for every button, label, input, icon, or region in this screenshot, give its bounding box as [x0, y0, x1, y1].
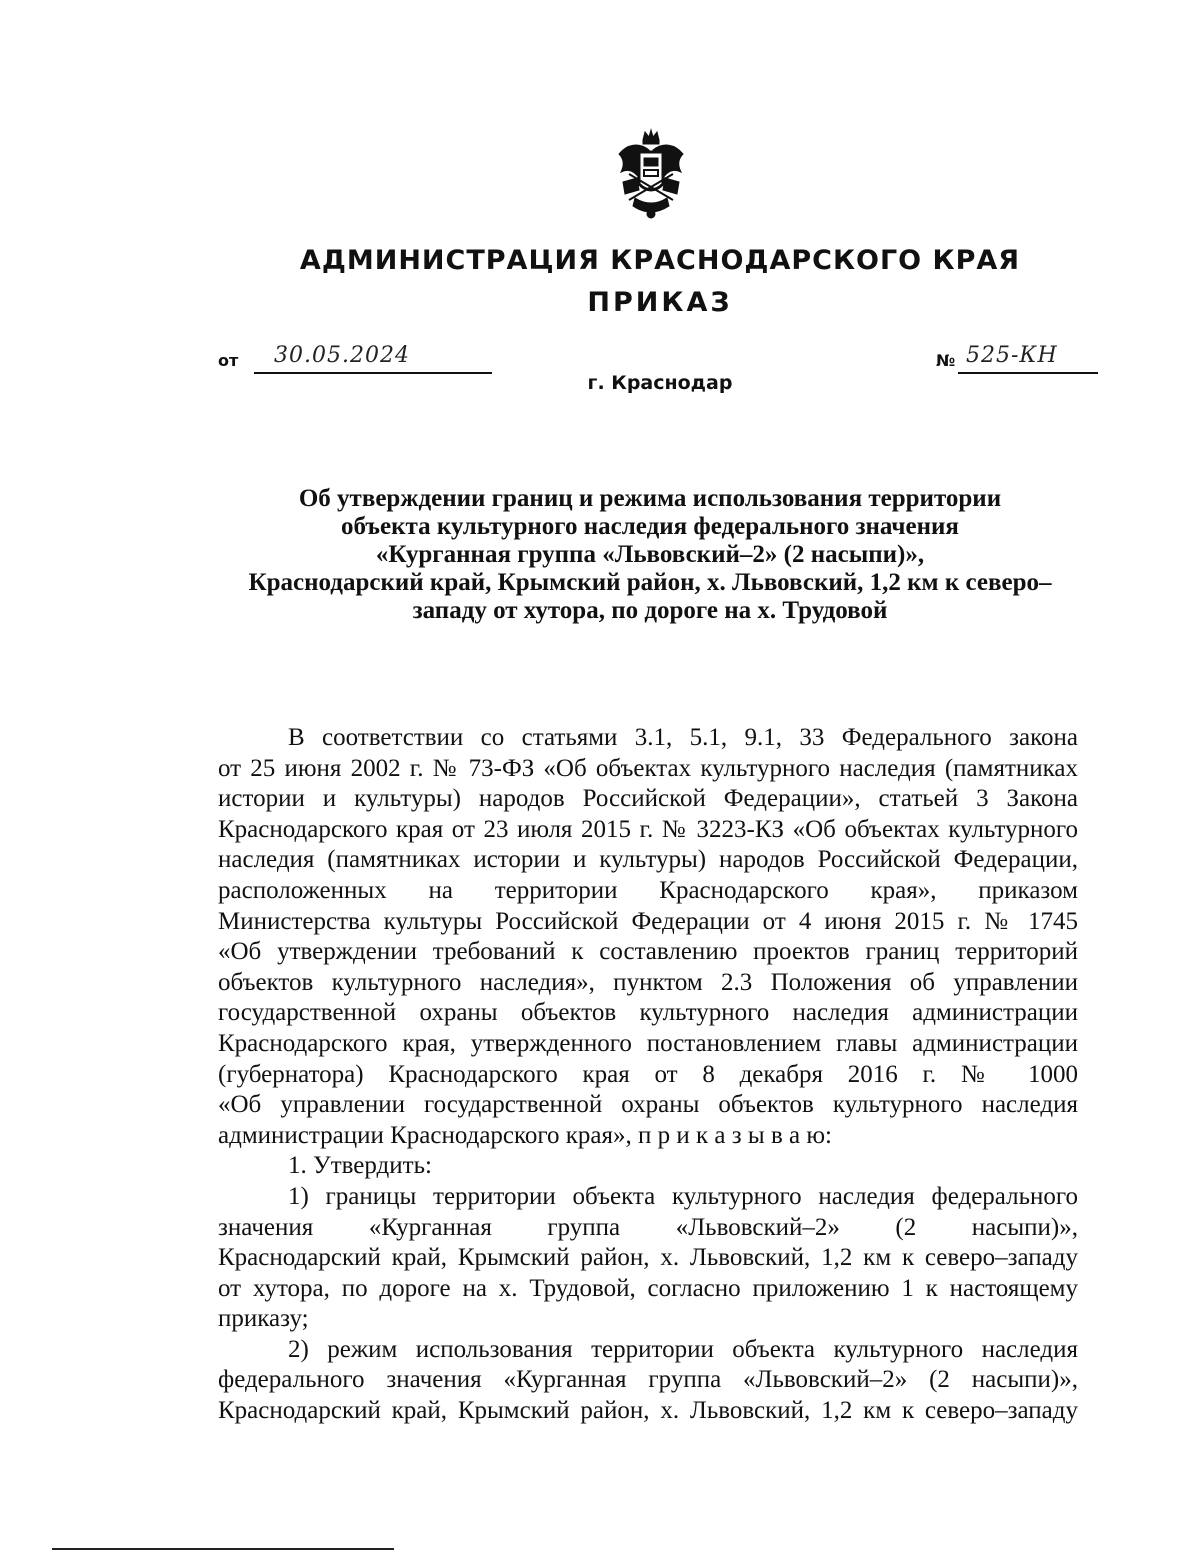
organization-title: АДМИНИСТРАЦИЯ КРАСНОДАРСКОГО КРАЯ: [299, 245, 1021, 276]
body-line: «Об управлении государственной охраны объектов культурного наследия: [218, 1091, 1078, 1119]
body-line: наследия (памятниках истории и культуры) народов Российской Федерации,: [218, 846, 1078, 874]
footer-divider: [52, 1548, 394, 1550]
subject-line: Краснодарский край, Крымский район, х. Львовский, 1,2 км к северо–: [248, 569, 1052, 596]
subject-line: западу от хутора, по дороге на х. Трудовой: [412, 597, 888, 624]
body-line: Краснодарского края, утвержденного постановлением главы администрации: [218, 1029, 1078, 1057]
document-subject: [200, 485, 1100, 625]
body-line: 1. Утвердить:: [288, 1152, 432, 1180]
document-body: [218, 723, 1078, 1427]
body-line: Краснодарский край, Крымский район, х. Львовский, 1,2 км к северо–западу: [218, 1397, 1078, 1425]
body-line: Министерства культуры Российской Федерации от 4 июня 2015 г. № 1745: [218, 907, 1078, 935]
body-line: Краснодарский край, Крымский район, х. Львовский, 1,2 км к северо–западу: [218, 1244, 1078, 1272]
body-line: от 25 июня 2002 г. № 73-ФЗ «Об объектах культурного наследия (памятниках: [218, 754, 1078, 782]
coat-of-arms-icon: [609, 128, 693, 222]
subject-line: объекта культурного наследия федерального значения: [341, 513, 959, 540]
document-type: ПРИКАЗ: [587, 287, 733, 318]
body-line: Краснодарского края от 23 июля 2015 г. № 3223-КЗ «Об объектах культурного: [218, 815, 1078, 843]
subject-line: «Курганная группа «Львовский–2» (2 насыпи)»,: [375, 541, 925, 568]
body-line: (губернатора) Краснодарского края от 8 декабря 2016 г. № 1000: [218, 1060, 1078, 1088]
number-label: №: [936, 351, 956, 370]
body-line: истории и культуры) народов Российской Федерации», статьей 3 Закона: [218, 785, 1078, 813]
body-line: федерального значения «Курганная группа «Львовский–2» (2 насыпи)»,: [218, 1366, 1078, 1394]
body-line: приказу;: [218, 1305, 309, 1333]
body-line: от хутора, по дороге на х. Трудовой, согласно приложению 1 к настоящему: [218, 1274, 1078, 1302]
date-value: 30.05.2024: [274, 343, 410, 368]
body-line: 1) границы территории объекта культурного наследия федерального: [288, 1182, 1078, 1210]
body-line: В соответствии со статьями 3.1, 5.1, 9.1, 33 Федерального закона: [288, 724, 1078, 751]
body-line: «Об утверждении требований к составлению проектов границ территорий: [218, 938, 1078, 966]
body-line: государственной охраны объектов культурного наследия администрации: [218, 999, 1078, 1027]
city: г. Краснодар: [587, 372, 733, 394]
body-line: объектов культурного наследия», пунктом 2.3 Положения об управлении: [218, 968, 1078, 996]
date-label: от: [218, 351, 239, 370]
body-line: 2) режим использования территории объекта культурного наследия: [288, 1335, 1078, 1363]
body-line: администрации Краснодарского края», п р и к а з ы в а ю:: [218, 1121, 832, 1149]
body-line: значения «Курганная группа «Львовский–2» (2 насыпи)»,: [218, 1213, 1078, 1241]
body-line: расположенных на территории Краснодарского края», приказом: [218, 876, 1078, 904]
subject-line: Об утверждении границ и режима использования территории: [298, 485, 1002, 512]
number-value: 525-КН: [966, 343, 1058, 368]
